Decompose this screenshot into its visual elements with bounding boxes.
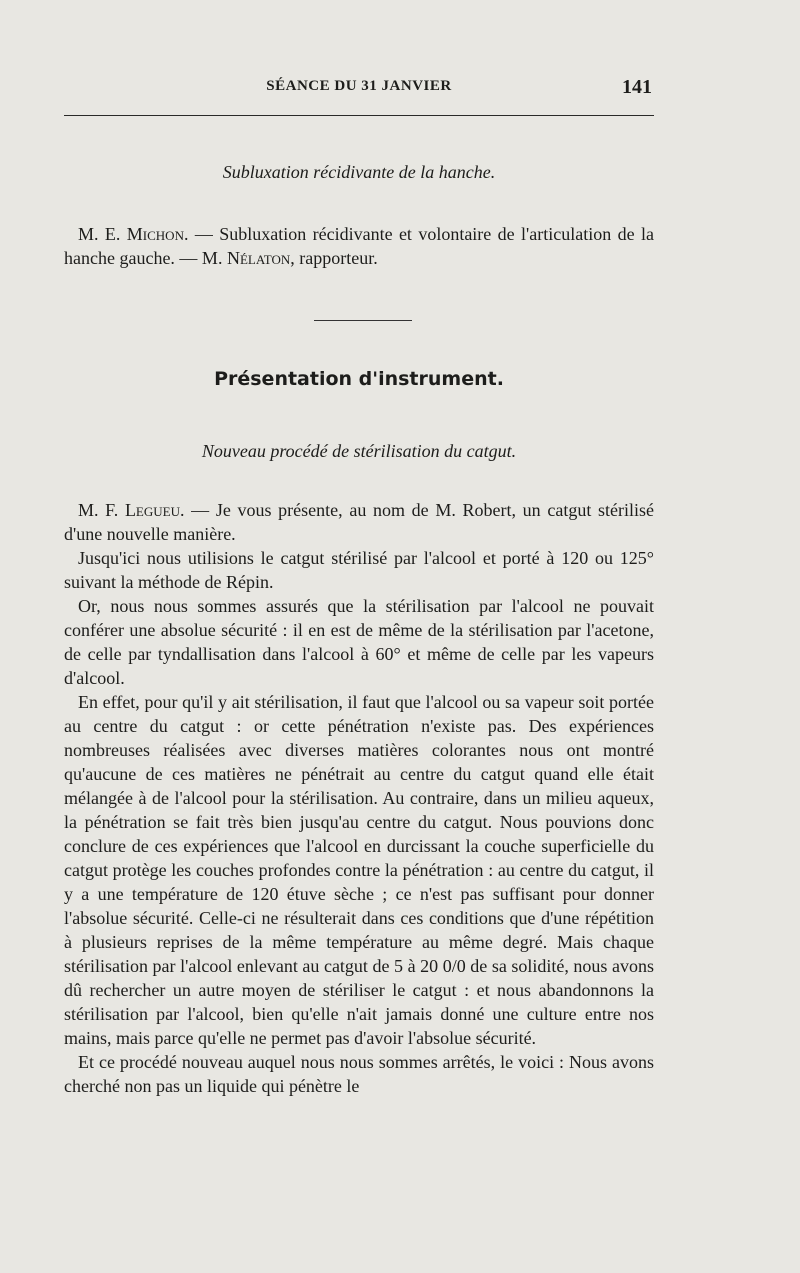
paragraph-text-end: , rapporteur. bbox=[290, 248, 378, 268]
author-name: Michon bbox=[126, 224, 184, 244]
header-title: SÉANCE DU 31 JANVIER bbox=[266, 78, 452, 94]
paragraph-michon bbox=[64, 222, 654, 270]
section-title-presentation: Présentation d'instrument. bbox=[214, 368, 504, 390]
author-prefix: M. E. bbox=[78, 224, 127, 244]
body-text-legueu bbox=[64, 498, 654, 1098]
intro-text: . — Je vous présente, au nom de M. Robert, un catgut stérilisé d'une nouvelle manière. bbox=[64, 500, 654, 544]
paragraph: En effet, pour qu'il y ait stérilisation, il faut que l'alcool ou sa vapeur soit portée au centre du catgut : or cette pénétration n'existe pas. Des expériences nombreuses réalisées avec diverses matières colorantes nous ont montré qu'aucune de ces matières ne pénétrait au centre du catgut quand elle était mélangée à de l'alcool pour la stérilisation. Au contraire, dans un milieu aqueux, la pénétration se fait très bien jusqu'au centre du catgut. Nous pouvions donc conclure de ces expériences que l'alcool en durcissant la couche superficielle du catgut protège les couches profondes contre la pénétration : au centre du catgut, il y a une température de 120 étuve sèche ; ce n'est pas suffisant pour donner l'absolue sécurité. Celle-ci ne résulterait dans ces conditions que d'une répétition à plusieurs reprises de la même température au même degré. Mais chaque stérilisation par l'alcool enlevant au catgut de 5 à 20 0/0 de sa solidité, nous avons dû rechercher un autre moyen de stériliser le catgut : et nous abandonnons la stérilisation par l'alcool, bien qu'elle n'ait jamais donné une culture entre nos mains, mais parce qu'elle ne permet pas d'avoir l'absolue sécurité. bbox=[64, 692, 654, 1048]
author-name: Legueu bbox=[124, 500, 180, 520]
section-divider bbox=[314, 320, 412, 321]
paragraph: Et ce procédé nouveau auquel nous nous sommes arrêtés, le voici : Nous avons cherché non pas un liquide qui pénètre le bbox=[64, 1052, 654, 1096]
rapporteur-name: Nélaton bbox=[226, 248, 291, 268]
paragraph: Or, nous nous sommes assurés que la stérilisation par l'alcool ne pouvait conférer une absolue sécurité : il en est de même de la stérilisation par l'acetone, de celle par tyndallisation dans l'alcool à 60° et même de celle par les vapeurs d'alcool. bbox=[64, 596, 654, 688]
paragraph: Jusqu'ici nous utilisions le catgut stérilisé par l'alcool et porté à 120 ou 125° suivant la méthode de Répin. bbox=[64, 548, 654, 592]
paragraph-text: . — Subluxation récidivante et volontaire de l'articulation de la hanche gauche. — M. bbox=[64, 224, 655, 268]
section-heading-subluxation: Subluxation récidivante de la hanche. bbox=[222, 162, 496, 182]
author-prefix: M. F. bbox=[78, 500, 125, 520]
running-header bbox=[64, 78, 654, 102]
page-number: 141 bbox=[622, 76, 652, 98]
section-subtitle-catgut: Nouveau procédé de stérilisation du catgut. bbox=[201, 441, 517, 461]
header-divider bbox=[64, 115, 654, 116]
